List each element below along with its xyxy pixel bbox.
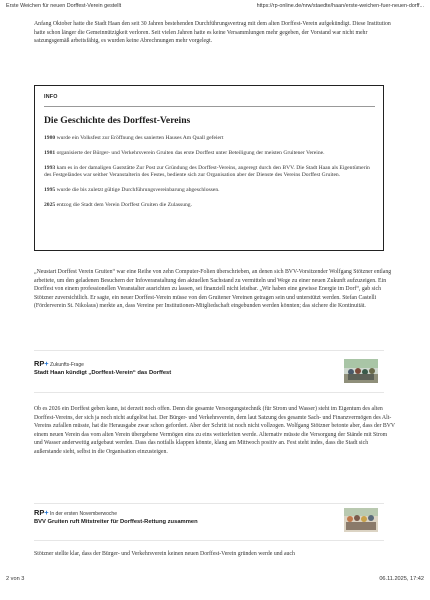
teaser-headline[interactable]: BVV Gruiten ruft Mitstreiter für Dorffest-Rettung zusammen (34, 519, 198, 525)
event-text: organisierte der Bürger- und Verkehrsverein Gruiten das erste Dorffest unter Beteiligung der meisten Gruitener Vereine. (55, 149, 325, 156)
event-text: wurde die bis zuletzt gültige Durchführungsvereinbarung abgeschlossen. (55, 187, 220, 194)
divider (34, 540, 384, 541)
info-tag: INFO (44, 94, 58, 100)
teaser-thumbnail-image[interactable] (344, 359, 378, 383)
rp-plus-logo: RP (34, 359, 45, 368)
divider (34, 503, 384, 504)
page-counter: 2 von 3 (6, 576, 25, 582)
print-footer (6, 576, 424, 586)
teaser-kicker (34, 508, 117, 517)
body-paragraph: Ob es 2026 ein Dorffest geben kann, ist derzeit noch offen. Denn die gesamte Versorgungstechnik (für Strom und Wasser) steht im Eigentum des alten Dorffest-Vereins, der sich ja noch nicht aufgelöst hat. Der Bürger- und Verkehrsverein, dem laut Satzung des gesamte Sach- und Finanzvermögen des Alt-Vereins zufallen müsste, hat die Herausgabe zwar schon gefordert. Aber der Schritt ist noch nicht vollzogen. Wolfgang Stötzner betonte aber, dass der BVV einem neuen Verein das vom alten Verein übergebene Vermögen eins zu eins weiterleiten werde. Alternativ müsste die Versorgung der Stände mit Strom und Wasser anderweitig aufgebaut werden. Dass das notfalls klappen könnte, klang am Mittwoch positiv an. Fest steht indes, dass die Stadt sich außerstande sieht, selbst in die Organisation einzusteigen. (34, 406, 395, 455)
teaser-kicker-text: Zukunfts-Frage (50, 362, 84, 368)
print-header-url[interactable]: https://rp-online.de/nrw/staedte/haan/erste-weichen-fuer-neuen-dorff... (256, 3, 424, 9)
divider (34, 350, 384, 351)
event-year: 1993 (44, 164, 56, 171)
teaser-thumbnail-image[interactable] (344, 508, 378, 532)
divider (34, 392, 384, 393)
body-paragraph: „Neustart Dorffest Verein Gruiten“ war eine Reihe von zehn Computer-Folien überschrieben, an denen sich BVV-Vorsitzender Wolfgang Stötzner entlang arbeitete, um den geladenen Besuchern der Infoveranstaltung den aktuellen Sachstand zu vermitteln und Wege zu einer neuen Zukunft aufzuzeigen. Ein Dorffest von einem professionellen Veranstalter ausrichten zu lassen, sei finanziell nicht leistbar. „Wir haben eine gewisse Energie im Dorf“, gab sich Stötzner zuversichtlich. Er sagte, ein neuer Dorffest-Verein müsse von den Gruitener Vereinen getragen sein und unterstützt werden. Stefan Castelli (Förderverein St. Nikolaus) merkte an, dass Vereine per Institutionen-Mitgliedschaft eingebunden werden könnten; das sichere die Kontinuität. (34, 269, 392, 310)
event-text: entzog die Stadt dem Verein Dorffest Gruiten die Zulassung. (55, 201, 192, 208)
info-title: Die Geschichte des Dorffest-Vereins (44, 115, 191, 126)
related-article-teaser[interactable] (34, 359, 384, 389)
article-body-3 (34, 405, 396, 457)
plus-sign: + (44, 508, 49, 517)
info-event (44, 135, 375, 143)
teaser-headline[interactable]: Stadt Haan kündigt „Dorffest-Verein“ das Dorffest (34, 370, 172, 376)
event-year: 1981 (44, 149, 56, 156)
info-event (44, 202, 375, 210)
info-divider (44, 106, 375, 107)
event-year: 1980 (44, 135, 56, 141)
article-body-4 (34, 550, 396, 559)
info-event (44, 187, 375, 195)
rp-plus-logo: RP (34, 508, 45, 517)
teaser-kicker (34, 359, 84, 368)
related-article-teaser[interactable] (34, 508, 384, 538)
info-event (44, 150, 375, 158)
plus-sign: + (44, 359, 49, 368)
body-paragraph: Stötzner stellte klar, dass der Bürger- und Verkehrsverein keinen neuen Dorffest-Verein gründen werde und auch (34, 551, 295, 557)
article-body-2 (34, 268, 396, 311)
info-box (34, 85, 384, 251)
event-text: wurde ein Volksfest zur Eröffnung des sanierten Hauses Am Quall gefeiert (55, 135, 224, 141)
event-year: 1995 (44, 187, 56, 194)
event-text: kam es in der damaligen Gaststätte Zur Post zur Gründung des Dorffest-Vereins, angeregt durch den BVV. Die Stadt Haan als Eigentümerin des Festgeländes war seither Veranstalterin des Festes, bediente sich zur Organisation aber der Dienste des Vereins Dorffest Gruiten. (44, 164, 370, 179)
print-datetime: 06.11.2025, 17:42 (379, 576, 424, 582)
article-intro (34, 20, 396, 46)
teaser-kicker-text: In der ersten Novemberwoche (50, 511, 117, 517)
intro-paragraph: Anfang Oktober hatte die Stadt Haan den seit 30 Jahren bestehenden Durchführungsvertrag mit dem alten Dorffest-Verein aufgekündigt. Diese Institution hatte schon länger die Gemeinnützigkeit verloren. Seit vielen Jahren hatte es keine Versammlungen mehr gegeben, der Vorstand war nicht mehr satzungsgemäß arbeitsfähig, es wurden keine Abrechnungen mehr vorgelegt. (34, 21, 391, 45)
event-year: 2025 (44, 201, 56, 208)
print-header-title: Erste Weichen für neuen Dorffest-Verein gestellt (6, 3, 122, 9)
info-event (44, 165, 375, 181)
print-header (6, 3, 424, 13)
